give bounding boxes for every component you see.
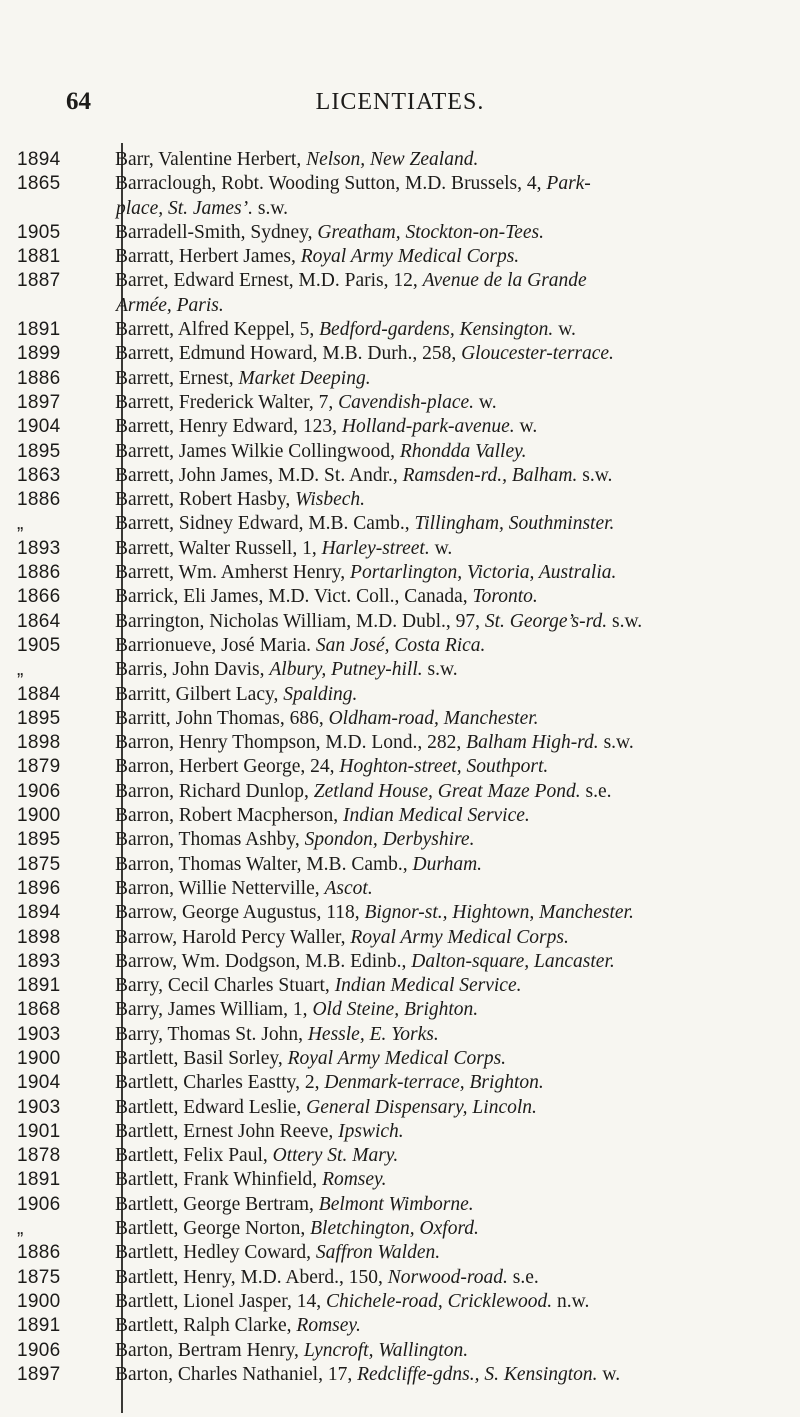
entry-year: 1875 xyxy=(17,1266,61,1288)
entry-text xyxy=(102,998,770,1022)
entry-address: Dalton-square, Lancaster. xyxy=(411,950,615,972)
list-item xyxy=(0,926,800,950)
entry-address: Park- xyxy=(546,173,591,195)
entry-year-blank xyxy=(0,294,102,318)
entry-year: 1881 xyxy=(17,246,61,268)
entry-text xyxy=(102,318,770,342)
entry-text xyxy=(102,610,770,634)
list-item xyxy=(0,731,800,755)
list-item xyxy=(0,367,800,391)
entry-address: Market Deeping. xyxy=(238,367,371,389)
entry-name: Barron, Thomas Walter, M.B. Camb., xyxy=(115,853,413,875)
list-item xyxy=(0,342,800,366)
entry-address: Denmark-terrace, Brighton. xyxy=(324,1072,544,1094)
list-item xyxy=(0,1193,800,1217)
entry-name: Barton, Charles Nathaniel, 17, xyxy=(115,1363,358,1385)
list-item xyxy=(0,1314,800,1338)
entry-text xyxy=(102,391,770,415)
entry-text xyxy=(102,853,770,877)
entry-year: 1891 xyxy=(17,1315,61,1337)
entry-year: 1863 xyxy=(17,464,61,486)
entry-address: General Dispensary, Lincoln. xyxy=(306,1096,537,1118)
entry-address: Romsey. xyxy=(296,1315,361,1337)
entry-name: Bartlett, Frank Whinfield, xyxy=(115,1169,323,1191)
entry-year: 1903 xyxy=(17,1096,61,1118)
entry-year: 1895 xyxy=(17,440,61,462)
list-item xyxy=(0,901,800,925)
entry-text xyxy=(102,1314,770,1338)
entry-year: 1886 xyxy=(17,367,61,389)
entry-text xyxy=(102,828,770,852)
entry-name: Barron, Richard Dunlop, xyxy=(115,780,314,802)
entry-text xyxy=(102,1120,770,1144)
entry-text xyxy=(102,172,770,196)
entry-district: s.w. xyxy=(577,464,613,486)
entry-name: Barron, Herbert George, 24, xyxy=(115,756,340,778)
entry-address: Spondon, Derbyshire. xyxy=(304,829,475,851)
running-title: LICENTIATES. xyxy=(315,89,485,115)
entry-year: 1896 xyxy=(17,877,61,899)
entry-name: Barratt, Herbert James, xyxy=(115,246,301,268)
entry-name: Bartlett, Lionel Jasper, 14, xyxy=(115,1290,326,1312)
entry-address: Zetland House, Great Maze Pond. xyxy=(313,780,581,802)
entry-address: Indian Medical Service. xyxy=(342,805,530,827)
entry-address: San José, Costa Rica. xyxy=(315,634,486,656)
entry-year: „ xyxy=(17,1218,24,1240)
entry-text xyxy=(102,634,770,658)
list-item xyxy=(0,1339,800,1363)
entry-year: „ xyxy=(17,659,24,681)
entry-year: 1894 xyxy=(17,149,61,170)
list-item xyxy=(0,974,800,998)
entry-address: Lyncroft, Wallington. xyxy=(303,1339,469,1361)
entry-name: Barron, Willie Netterville, xyxy=(115,877,325,899)
entry-name: Barret, Edward Ernest, M.D. Paris, 12, xyxy=(115,270,423,292)
page-number: 64 xyxy=(66,88,91,115)
list-item xyxy=(0,537,800,561)
list-item xyxy=(0,1047,800,1071)
entry-text-continued xyxy=(102,197,770,221)
entry-year: 1906 xyxy=(17,780,61,802)
entry-address: Toronto. xyxy=(472,586,538,608)
entry-text xyxy=(102,221,770,245)
entry-text xyxy=(102,683,770,707)
list-item-continuation xyxy=(0,294,800,318)
entry-district: s.e. xyxy=(580,780,612,802)
list-item xyxy=(0,172,800,196)
list-item xyxy=(0,1217,800,1241)
entry-name: Barrett, Frederick Walter, 7, xyxy=(115,391,339,413)
list-item xyxy=(0,318,800,342)
list-item xyxy=(0,269,800,293)
entry-text xyxy=(102,950,770,974)
entry-text xyxy=(102,561,770,585)
entry-name: Barrett, Walter Russell, 1, xyxy=(115,537,322,559)
entry-name: Barradell-Smith, Sydney, xyxy=(115,221,318,243)
entry-name: Barrett, James Wilkie Collingwood, xyxy=(115,440,400,462)
entry-year: 1886 xyxy=(17,489,61,511)
entry-name: Barry, Thomas St. John, xyxy=(115,1023,308,1045)
entry-name: Bartlett, George Bertram, xyxy=(115,1193,319,1215)
entry-name: Bartlett, Charles Eastty, 2, xyxy=(115,1072,325,1094)
entry-text xyxy=(102,1363,770,1387)
entry-name: Barton, Bertram Henry, xyxy=(115,1339,304,1361)
entry-text xyxy=(102,926,770,950)
list-item-continuation xyxy=(0,197,800,221)
entry-address: Cavendish-place. xyxy=(338,391,475,413)
entry-text xyxy=(102,512,770,536)
entry-name: Bartlett, George Norton, xyxy=(115,1218,311,1240)
entry-address: Indian Medical Service. xyxy=(334,975,522,997)
entry-address: Chichele-road, Cricklewood. xyxy=(325,1290,553,1312)
entry-year: 1898 xyxy=(17,926,61,948)
entry-district: s.w. xyxy=(607,610,643,632)
entry-name: Barritt, John Thomas, 686, xyxy=(115,707,329,729)
entry-text xyxy=(102,1193,770,1217)
entry-name: Barrett, Robert Hasby, xyxy=(115,489,296,511)
list-item xyxy=(0,148,800,172)
entry-year: 1904 xyxy=(17,1072,61,1094)
list-item xyxy=(0,440,800,464)
entry-name: Bartlett, Henry, M.D. Aberd., 150, xyxy=(115,1266,388,1288)
entry-year: 1895 xyxy=(17,829,61,851)
entry-district: n.w. xyxy=(552,1290,590,1312)
list-item xyxy=(0,658,800,682)
entry-address: Nelson, New Zealand. xyxy=(306,149,479,170)
entry-text xyxy=(102,1096,770,1120)
entry-text xyxy=(102,1047,770,1071)
entry-year: 1895 xyxy=(17,707,61,729)
entry-text xyxy=(102,804,770,828)
list-item xyxy=(0,998,800,1022)
entry-name: Barraclough, Robt. Wooding Sutton, M.D. Brussels, 4, xyxy=(115,173,547,195)
entry-year: 1903 xyxy=(17,1023,61,1045)
entry-text xyxy=(102,245,770,269)
entry-text xyxy=(102,1266,770,1290)
entry-year: 1905 xyxy=(17,634,61,656)
entry-address: Rhondda Valley. xyxy=(399,440,527,462)
entry-address: Tillingham, Southminster. xyxy=(414,513,615,535)
entry-text xyxy=(102,755,770,779)
entry-address: Ipswich. xyxy=(338,1120,404,1142)
list-item xyxy=(0,634,800,658)
entry-name: Bartlett, Felix Paul, xyxy=(115,1145,273,1167)
entry-year: 1906 xyxy=(17,1339,61,1361)
entry-text xyxy=(102,1339,770,1363)
list-item xyxy=(0,853,800,877)
entry-name: Bartlett, Hedley Coward, xyxy=(115,1242,316,1264)
entry-year-blank xyxy=(0,197,102,221)
entry-year: 1875 xyxy=(17,853,61,875)
entry-name: Bartlett, Ernest John Reeve, xyxy=(115,1120,339,1142)
entry-name: Barry, James William, 1, xyxy=(115,999,313,1021)
entry-year: 1898 xyxy=(17,732,61,754)
entry-address: Avenue de la Grande xyxy=(422,270,587,292)
entry-district: s.w. xyxy=(598,732,634,754)
list-item xyxy=(0,512,800,536)
entry-year: 1884 xyxy=(17,683,61,705)
entry-address: Royal Army Medical Corps. xyxy=(287,1047,507,1069)
entry-district: s.e. xyxy=(507,1266,539,1288)
entry-name: Barrett, Ernest, xyxy=(115,367,239,389)
entry-year: „ xyxy=(17,513,24,535)
entry-year: 1879 xyxy=(17,756,61,778)
entry-name: Barrow, Wm. Dodgson, M.B. Edinb., xyxy=(115,950,412,972)
list-item xyxy=(0,415,800,439)
list-item xyxy=(0,488,800,512)
entry-year: 1891 xyxy=(17,1169,61,1191)
page-header xyxy=(0,88,800,128)
list-item xyxy=(0,1241,800,1265)
entry-name: Barrett, Henry Edward, 123, xyxy=(115,416,342,438)
entry-name: Barrick, Eli James, M.D. Vict. Coll., Canada, xyxy=(115,586,473,608)
entry-name: Bartlett, Ralph Clarke, xyxy=(115,1315,297,1337)
entry-text xyxy=(102,1168,770,1192)
list-item xyxy=(0,464,800,488)
entry-text xyxy=(102,537,770,561)
entry-name: Barris, John Davis, xyxy=(115,659,270,681)
entry-address: Redcliffe-gdns., S. Kensington. xyxy=(357,1363,598,1385)
entry-year: 1868 xyxy=(17,999,61,1021)
list-item xyxy=(0,877,800,901)
entry-address: Saffron Walden. xyxy=(315,1242,441,1264)
list-item xyxy=(0,585,800,609)
list-item xyxy=(0,1168,800,1192)
list-item xyxy=(0,1290,800,1314)
entry-text-continued xyxy=(102,294,770,318)
list-item xyxy=(0,1266,800,1290)
entry-year: 1864 xyxy=(17,610,61,632)
entry-year: 1906 xyxy=(17,1193,61,1215)
entry-text xyxy=(102,342,770,366)
entry-district: w. xyxy=(553,319,576,341)
entry-address: Ramsden-rd., Balham. xyxy=(402,464,578,486)
entry-address: Balham High-rd. xyxy=(466,732,599,754)
entry-text xyxy=(102,269,770,293)
entry-address: Spalding. xyxy=(283,683,358,705)
entry-text xyxy=(102,731,770,755)
entry-address: Hoghton-street, Southport. xyxy=(339,756,549,778)
entry-text xyxy=(102,780,770,804)
list-item xyxy=(0,1144,800,1168)
entry-text xyxy=(102,488,770,512)
entry-name: Barrow, George Augustus, 118, xyxy=(115,902,365,924)
entry-address: Ottery St. Mary. xyxy=(272,1145,399,1167)
entry-text xyxy=(102,658,770,682)
entry-year: 1866 xyxy=(17,586,61,608)
entry-year: 1897 xyxy=(17,1363,61,1385)
entry-year: 1897 xyxy=(17,391,61,413)
entry-name: Barrett, Alfred Keppel, 5, xyxy=(115,319,320,341)
list-item xyxy=(0,1363,800,1387)
list-item xyxy=(0,683,800,707)
list-item xyxy=(0,828,800,852)
list-item xyxy=(0,780,800,804)
entry-name: Barrett, Edmund Howard, M.B. Durh., 258, xyxy=(115,343,462,365)
entry-text xyxy=(102,415,770,439)
entry-district: w. xyxy=(474,391,497,413)
entry-name: Barrionueve, José Maria. xyxy=(115,634,316,656)
entry-text xyxy=(102,1290,770,1314)
list-item xyxy=(0,1023,800,1047)
entry-address: Royal Army Medical Corps. xyxy=(300,246,520,268)
entry-text xyxy=(102,1144,770,1168)
entry-year: 1878 xyxy=(17,1145,61,1167)
licentiates-list xyxy=(0,148,800,1387)
entry-text xyxy=(102,1241,770,1265)
list-item xyxy=(0,245,800,269)
entry-district: s.w. xyxy=(253,197,289,219)
entry-year: 1900 xyxy=(17,805,61,827)
entry-year: 1891 xyxy=(17,975,61,997)
entry-name: Barrow, Harold Percy Waller, xyxy=(115,926,351,948)
list-item xyxy=(0,1071,800,1095)
entry-name: Barr, Valentine Herbert, xyxy=(115,149,307,170)
entry-year: 1894 xyxy=(17,902,61,924)
list-item xyxy=(0,561,800,585)
entry-text xyxy=(102,1071,770,1095)
entry-name: Barron, Thomas Ashby, xyxy=(115,829,305,851)
entry-address: Norwood-road. xyxy=(387,1266,508,1288)
entry-district: s.w. xyxy=(422,659,458,681)
entry-name: Barrington, Nicholas William, M.D. Dubl., 97, xyxy=(115,610,485,632)
list-item xyxy=(0,391,800,415)
entry-address: Oldham-road, Manchester. xyxy=(328,707,539,729)
entry-name: Barry, Cecil Charles Stuart, xyxy=(115,975,335,997)
list-item xyxy=(0,755,800,779)
list-item xyxy=(0,221,800,245)
entry-name: Barritt, Gilbert Lacy, xyxy=(115,683,284,705)
entry-year: 1905 xyxy=(17,221,61,243)
entry-name: Bartlett, Basil Sorley, xyxy=(115,1047,288,1069)
entry-year: 1893 xyxy=(17,950,61,972)
entry-address: Harley-street. xyxy=(321,537,430,559)
entry-address: Albury, Putney-hill. xyxy=(269,659,423,681)
entry-year: 1887 xyxy=(17,270,61,292)
entry-name: Barron, Robert Macpherson, xyxy=(115,805,343,827)
list-item xyxy=(0,1096,800,1120)
entry-address-continued: place, St. James’. xyxy=(116,197,253,219)
entry-text xyxy=(102,901,770,925)
entry-name: Barrett, Sidney Edward, M.B. Camb., xyxy=(115,513,415,535)
entry-text xyxy=(102,367,770,391)
entry-address: Holland-park-avenue. xyxy=(341,416,515,438)
entry-year: 1904 xyxy=(17,416,61,438)
entry-address: Bignor-st., Hightown, Manchester. xyxy=(364,902,634,924)
entry-name: Barrett, Wm. Amherst Henry, xyxy=(115,562,351,584)
entry-address: Gloucester-terrace. xyxy=(461,343,614,365)
entry-address: Wisbech. xyxy=(295,489,366,511)
entry-address: St. George’s-rd. xyxy=(484,610,608,632)
entry-address: Ascot. xyxy=(324,877,373,899)
list-item xyxy=(0,1120,800,1144)
entry-district: w. xyxy=(429,537,453,559)
entry-year: 1893 xyxy=(17,537,61,559)
entry-text xyxy=(102,464,770,488)
entry-address: Old Steine, Brighton. xyxy=(312,999,479,1021)
entry-address: Portarlington, Victoria, Australia. xyxy=(350,562,617,584)
entry-address: Belmont Wimborne. xyxy=(318,1193,474,1215)
entry-address: Durham. xyxy=(412,853,483,875)
entry-address: Royal Army Medical Corps. xyxy=(350,926,569,948)
entry-text xyxy=(102,877,770,901)
entry-text xyxy=(102,974,770,998)
list-item xyxy=(0,610,800,634)
entry-address: Romsey. xyxy=(322,1169,387,1191)
list-item xyxy=(0,804,800,828)
entry-text xyxy=(102,1217,770,1241)
entry-address: Bletchington, Oxford. xyxy=(310,1218,479,1240)
entry-address-continued: Armée, Paris. xyxy=(116,294,224,316)
entry-district: w. xyxy=(514,416,538,438)
entry-year: 1865 xyxy=(17,173,61,195)
entry-name: Bartlett, Edward Leslie, xyxy=(115,1096,307,1118)
entry-text xyxy=(102,440,770,464)
entry-text xyxy=(102,585,770,609)
entry-name: Barron, Henry Thompson, M.D. Lond., 282, xyxy=(115,732,467,754)
entry-text xyxy=(102,707,770,731)
entry-year: 1886 xyxy=(17,1242,61,1264)
entry-address: Bedford-gardens, Kensington. xyxy=(319,319,554,341)
list-item xyxy=(0,707,800,731)
entry-text xyxy=(102,148,770,172)
entry-address: Greatham, Stockton-on-Tees. xyxy=(317,221,544,243)
entry-year: 1891 xyxy=(17,319,61,341)
entry-text xyxy=(102,1023,770,1047)
entry-name: Barrett, John James, M.D. St. Andr., xyxy=(115,464,403,486)
entry-year: 1901 xyxy=(17,1120,61,1142)
entry-address: Hessle, E. Yorks. xyxy=(307,1023,439,1045)
entry-year: 1900 xyxy=(17,1290,61,1312)
entry-year: 1886 xyxy=(17,562,61,584)
entry-year: 1900 xyxy=(17,1047,61,1069)
entry-year: 1899 xyxy=(17,343,61,365)
list-item xyxy=(0,950,800,974)
entry-district: w. xyxy=(597,1363,621,1385)
